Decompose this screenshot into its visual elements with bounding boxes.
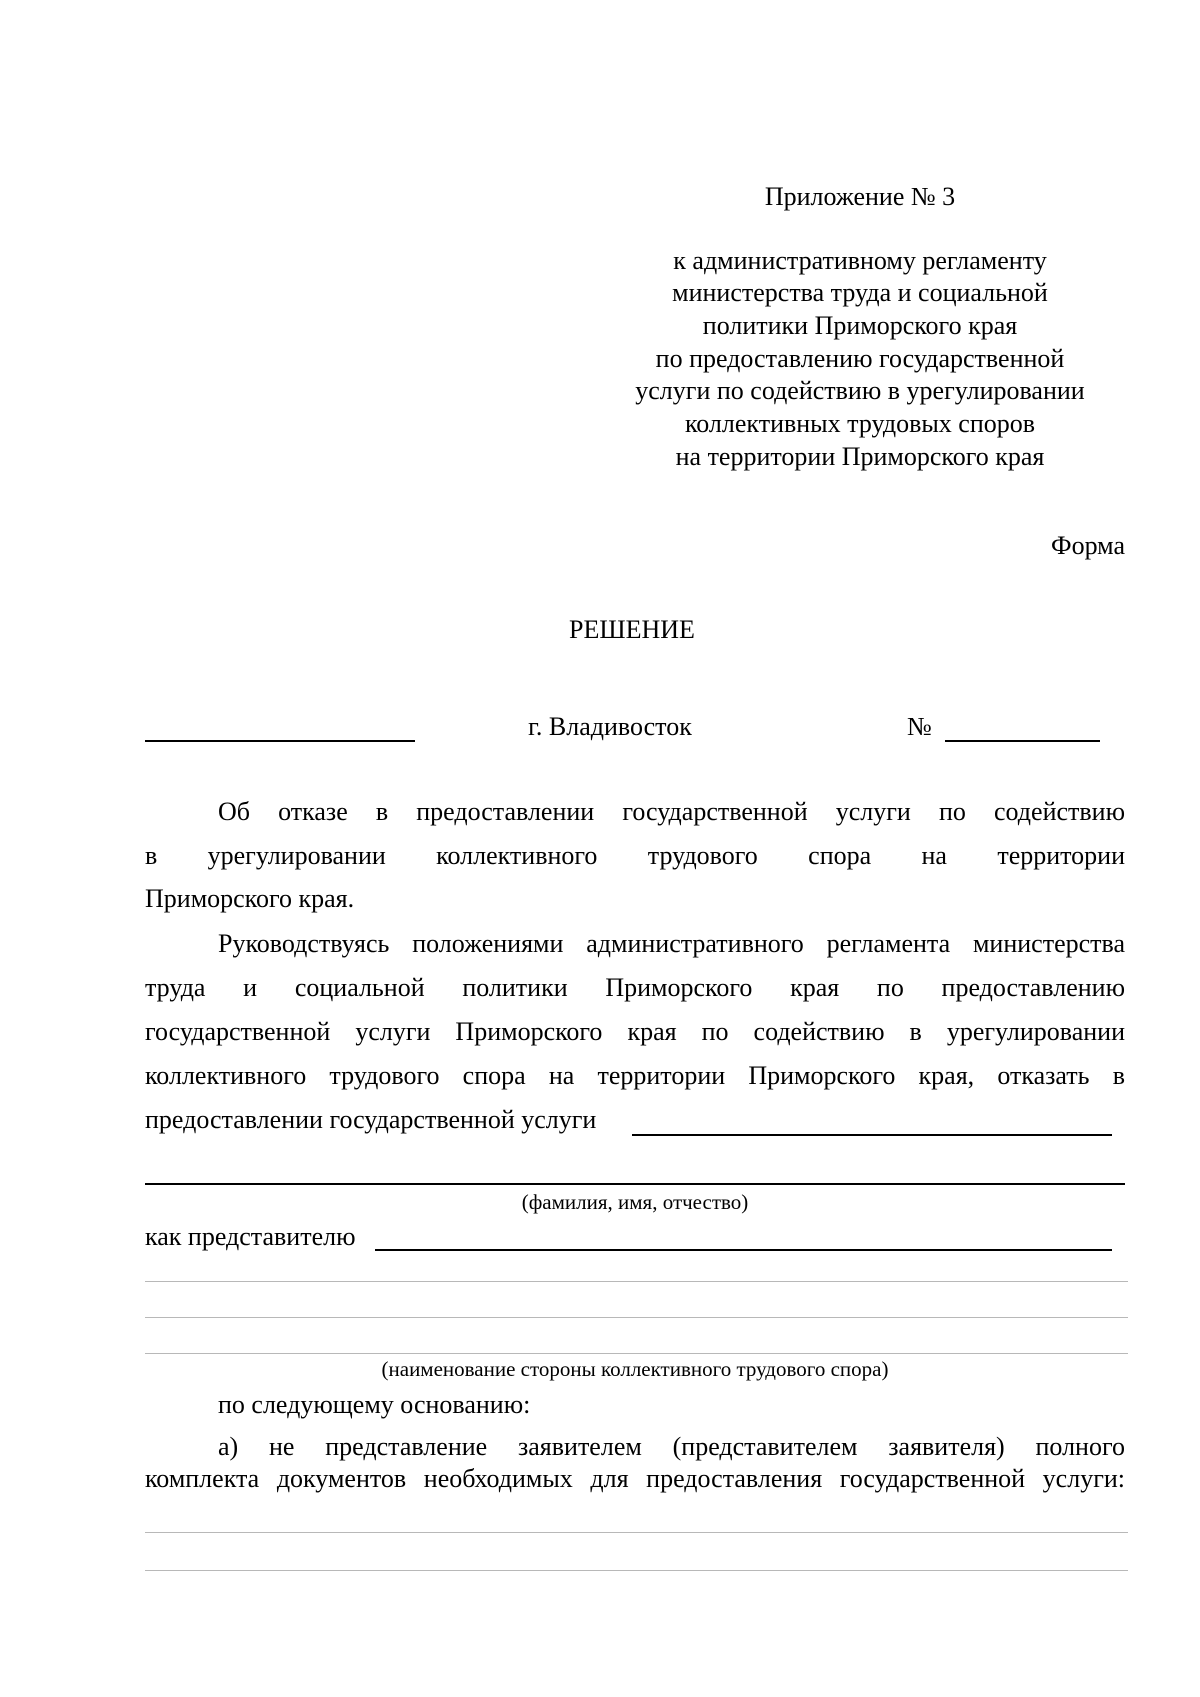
subject-line-3: Приморского края. <box>145 884 355 913</box>
blank-line-1 <box>145 1281 1128 1282</box>
representative-field-line <box>375 1249 1112 1251</box>
blank-line-2 <box>145 1317 1128 1318</box>
appendix-line-1: к административному регламенту <box>673 246 1047 275</box>
city-label: г. Владивосток <box>528 712 692 741</box>
appendix-title: Приложение № 3 <box>764 182 956 211</box>
number-field-line <box>945 740 1100 742</box>
fio-caption: (фамилия, имя, отчество) <box>521 1190 749 1214</box>
party-caption: (наименование стороны коллективного трудового спора) <box>381 1357 889 1381</box>
basis-label: по следующему основанию: <box>218 1390 531 1419</box>
subject-line-1: Об отказе в предоставлении государственной услуги по содействию <box>218 797 1125 826</box>
body-line-5: предоставлении государственной услуги <box>145 1105 597 1134</box>
number-label: № <box>907 712 932 741</box>
date-field-line <box>145 740 415 742</box>
appendix-line-5: услуги по содействию в урегулировании <box>635 376 1085 405</box>
appendix-line-4: по предоставлению государственной <box>655 344 1065 373</box>
blank-line-5 <box>145 1570 1128 1571</box>
body-line-3: государственной услуги Приморского края по содействию в урегулировании <box>145 1017 1125 1046</box>
blank-line-4 <box>145 1532 1128 1533</box>
fio-field-line <box>145 1183 1125 1185</box>
body-line-2: труда и социальной политики Приморского края по предоставлению <box>145 973 1125 1002</box>
reason-a-line-2: комплекта документов необходимых для предоставления государственной услуги: <box>145 1464 1125 1493</box>
body-line-4: коллективного трудового спора на территории Приморского края, отказать в <box>145 1061 1125 1090</box>
representative-label: как представителю <box>145 1222 356 1251</box>
document-title: РЕШЕНИЕ <box>569 615 695 644</box>
body-line-1: Руководствуясь положениями административного регламента министерства <box>218 929 1125 958</box>
appendix-line-6: коллективных трудовых споров <box>684 409 1036 438</box>
reason-a-line-1: а) не представление заявителем (представителем заявителя) полного <box>218 1432 1125 1461</box>
subject-line-2: в урегулировании коллективного трудового спора на территории <box>145 841 1125 870</box>
blank-line-3 <box>145 1353 1128 1354</box>
service-field-line <box>632 1134 1112 1136</box>
appendix-line-3: политики Приморского края <box>702 311 1018 340</box>
appendix-line-7: на территории Приморского края <box>675 442 1045 471</box>
form-label: Форма <box>1051 531 1125 560</box>
appendix-line-2: министерства труда и социальной <box>672 278 1048 307</box>
